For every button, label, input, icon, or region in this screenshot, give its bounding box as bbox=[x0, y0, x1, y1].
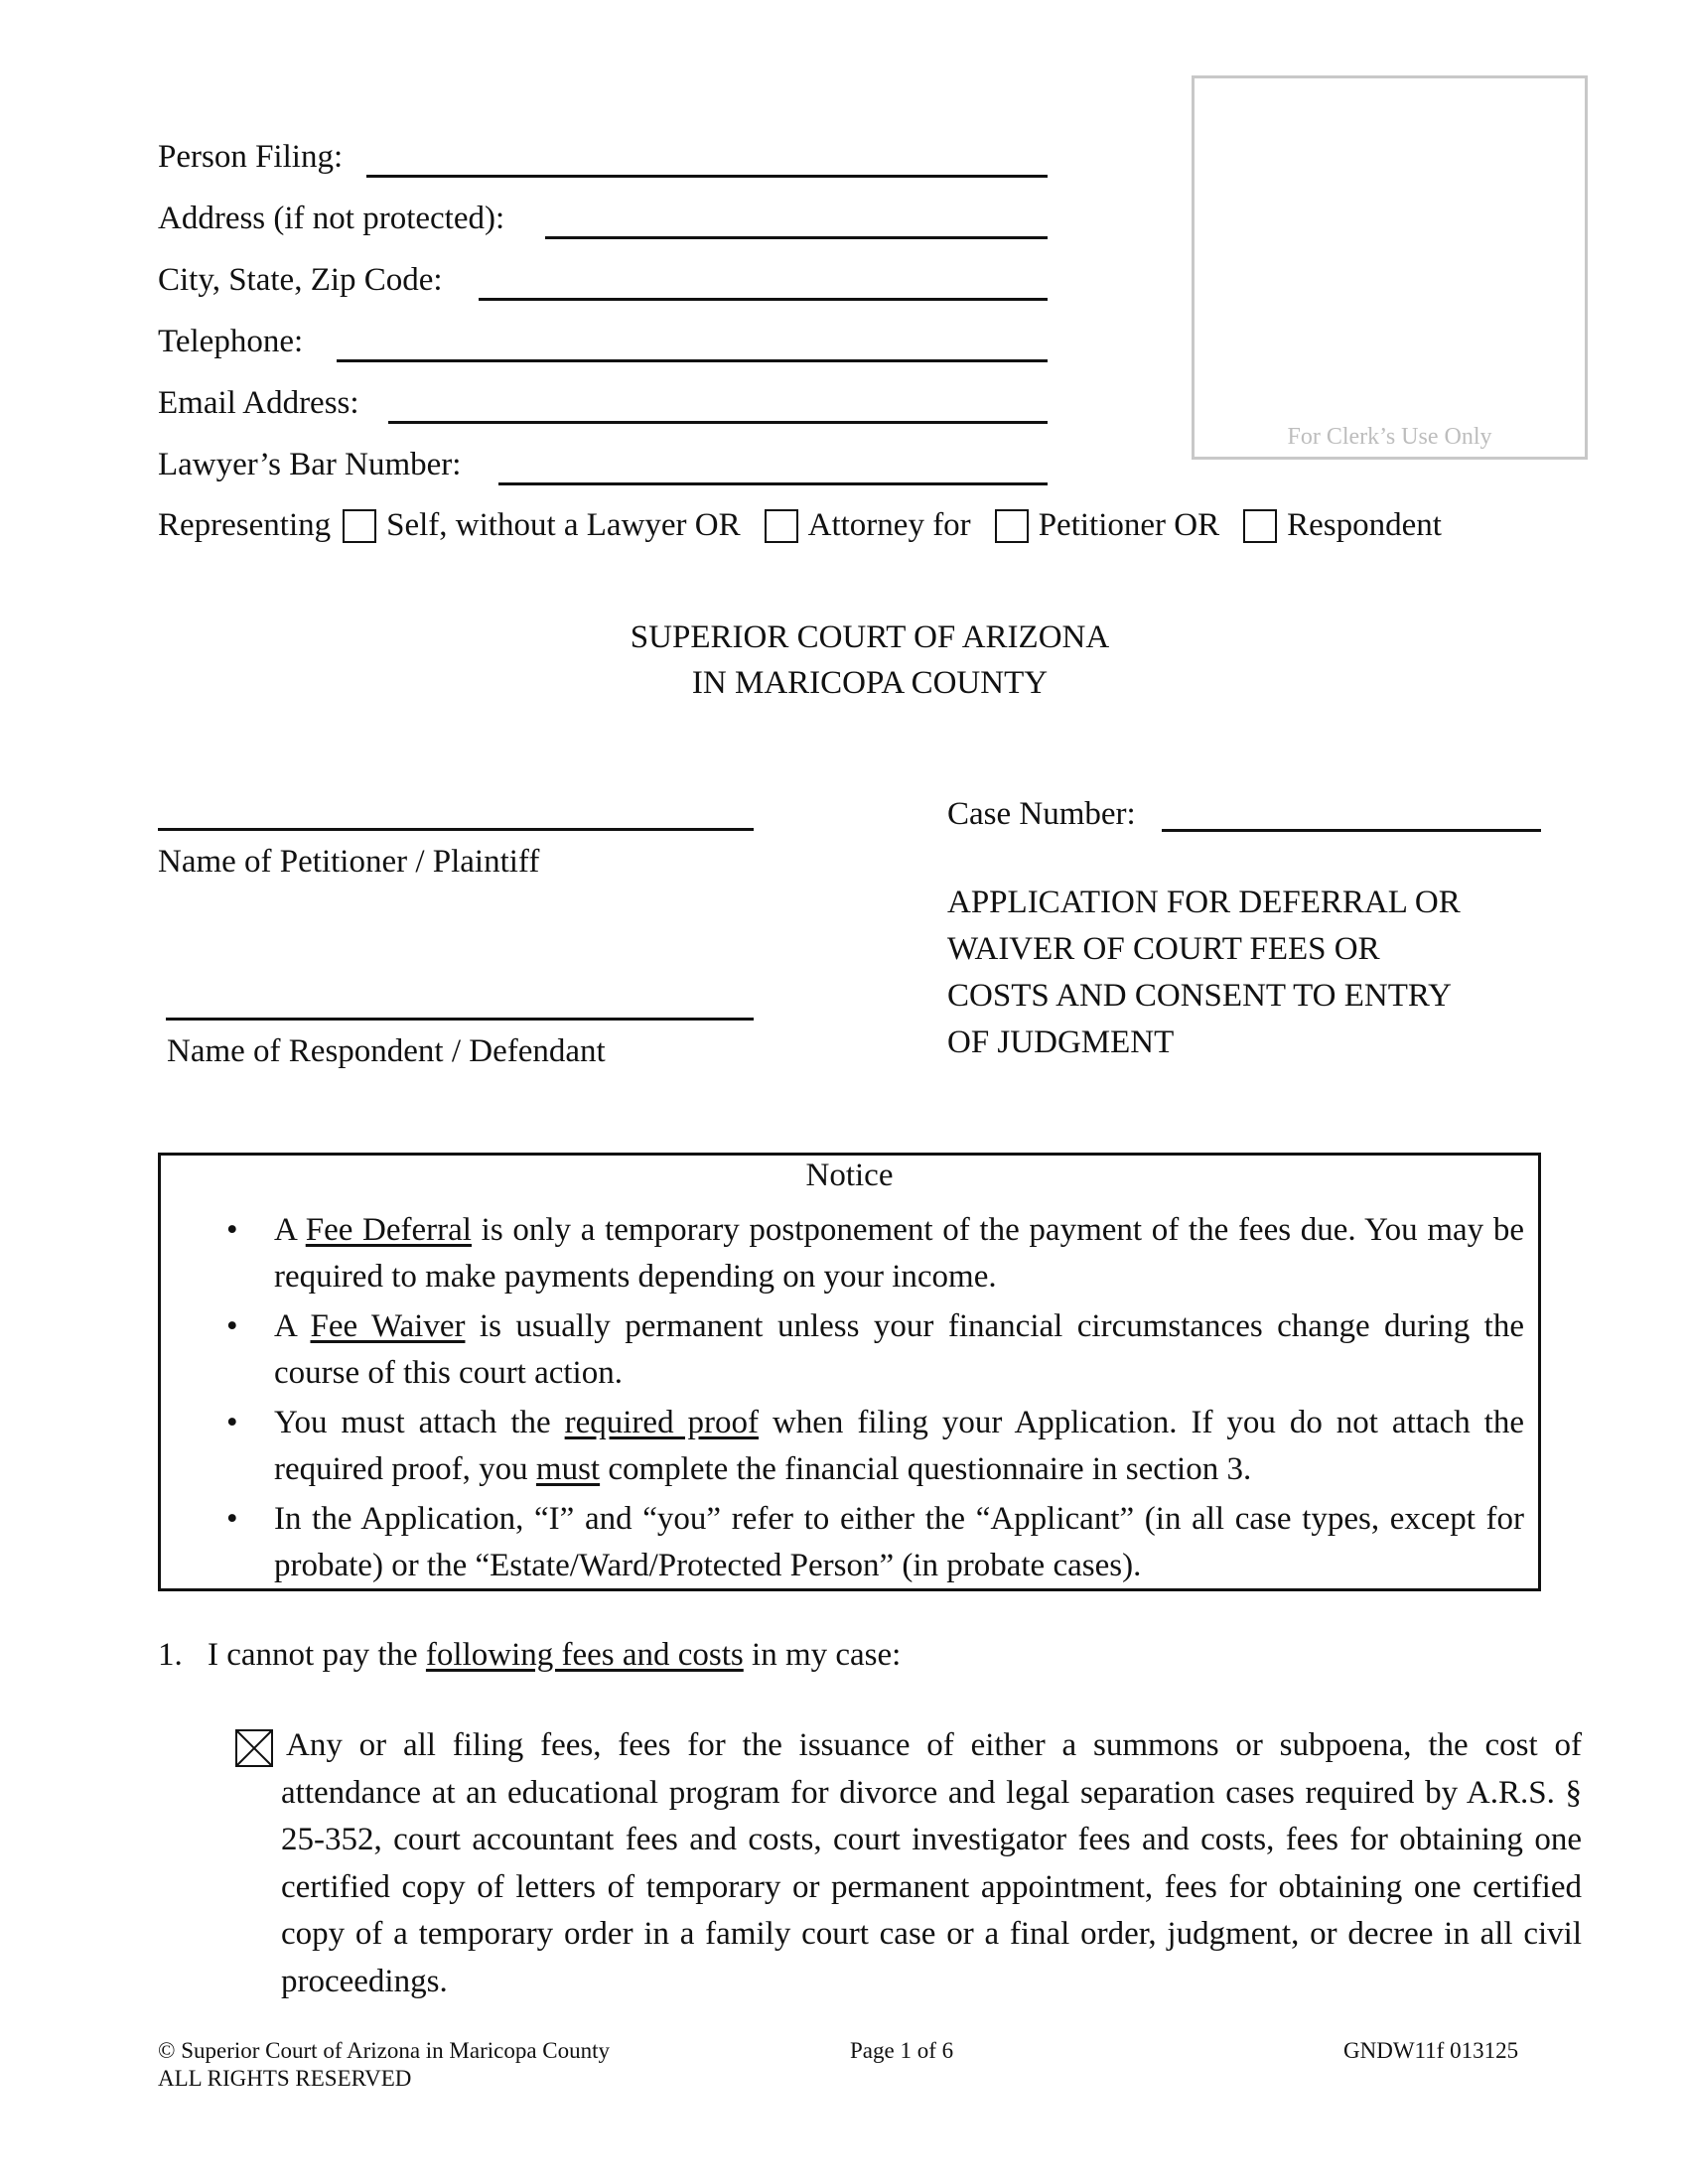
self-option-label: Self, without a Lawyer OR bbox=[386, 507, 741, 543]
section-1-heading: 1. I cannot pay the following fees and costs in my case: bbox=[158, 1637, 902, 1673]
title-line: OF JUDGMENT bbox=[947, 1024, 1175, 1060]
respondent-option-label: Respondent bbox=[1287, 507, 1442, 543]
petitioner-name-field[interactable] bbox=[158, 828, 754, 831]
footer-form-code: GNDW11f 013125 bbox=[1343, 2038, 1519, 2063]
footer-copyright: © Superior Court of Arizona in Maricopa County bbox=[158, 2038, 611, 2063]
city-state-zip-label: City, State, Zip Code: bbox=[158, 262, 443, 298]
email-label: Email Address: bbox=[158, 385, 359, 421]
self-checkbox[interactable] bbox=[343, 509, 376, 543]
section-number: 1. bbox=[158, 1637, 183, 1673]
address-label: Address (if not protected): bbox=[158, 201, 505, 236]
title-line: APPLICATION FOR DEFERRAL OR bbox=[947, 885, 1461, 920]
case-number-field[interactable] bbox=[1162, 829, 1541, 832]
representing-row bbox=[158, 507, 1452, 544]
notice-box bbox=[158, 1153, 1541, 1591]
petitioner-checkbox[interactable] bbox=[995, 509, 1029, 543]
footer-rights: ALL RIGHTS RESERVED bbox=[158, 2066, 412, 2091]
must-term: must bbox=[535, 1451, 601, 1487]
email-field[interactable] bbox=[388, 421, 1048, 424]
city-state-zip-field[interactable] bbox=[479, 298, 1048, 301]
bullet-icon: • bbox=[226, 1308, 238, 1344]
bar-number-label: Lawyer’s Bar Number: bbox=[158, 447, 462, 482]
following-fees-term: following fees and costs bbox=[425, 1637, 744, 1673]
title-line: WAIVER OF COURT FEES OR bbox=[947, 931, 1380, 967]
footer-page-number: Page 1 of 6 bbox=[850, 2038, 954, 2063]
clerk-use-note: For Clerk’s Use Only bbox=[1287, 424, 1492, 450]
attorney-option-label: Attorney for bbox=[807, 507, 971, 543]
bar-number-field[interactable] bbox=[498, 482, 1048, 485]
fee-waiver-term: Fee Waiver bbox=[310, 1308, 466, 1344]
representing-label: Representing bbox=[158, 507, 332, 543]
case-number-label: Case Number: bbox=[947, 796, 1136, 832]
court-county: IN MARICOPA COUNTY bbox=[691, 665, 1049, 701]
telephone-label: Telephone: bbox=[158, 324, 304, 359]
notice-item: • In the Application, “I” and “you” refer to either the “Applicant” (in all case types, except for probate) or the “Estate/Ward/Protected Person” (in probate cases). bbox=[161, 1496, 1538, 1589]
fee-deferral-term: Fee Deferral bbox=[305, 1212, 472, 1248]
attorney-checkbox[interactable] bbox=[765, 509, 798, 543]
document-title bbox=[947, 880, 1461, 1066]
address-field[interactable] bbox=[545, 236, 1048, 239]
clerk-use-box bbox=[1192, 75, 1588, 460]
bullet-icon: • bbox=[226, 1405, 238, 1440]
petitioner-label: Name of Petitioner / Plaintiff bbox=[158, 844, 540, 880]
bullet-icon: • bbox=[226, 1212, 238, 1248]
respondent-label: Name of Respondent / Defendant bbox=[167, 1033, 606, 1069]
filing-fees-option-text: Any or all filing fees, fees for the issuance of either a summons or subpoena, the cost of attendance at an educational program for divorce and legal separation cases required by A.R.S. § 25-352, court accountant fees and costs, court investigator fees and costs, fees for obtaining one certified copy of letters of temporary or permanent appointment, fees for obtaining one certified copy of a temporary order in a family court case or a final order, judgment, or decree in all civil proceedings. bbox=[281, 1727, 1582, 1999]
court-name: SUPERIOR COURT OF ARIZONA bbox=[630, 619, 1110, 655]
filing-fees-checkbox[interactable] bbox=[235, 1729, 273, 1767]
respondent-name-field[interactable] bbox=[166, 1018, 754, 1021]
notice-item: • A Fee Deferral is only a temporary postponement of the payment of the fees due. You may be required to make payments depending on your income. bbox=[161, 1207, 1538, 1300]
telephone-field[interactable] bbox=[337, 359, 1048, 362]
petitioner-option-label: Petitioner OR bbox=[1038, 507, 1220, 543]
title-line: COSTS AND CONSENT TO ENTRY bbox=[947, 978, 1452, 1014]
notice-list bbox=[161, 1207, 1538, 1592]
bullet-icon: • bbox=[226, 1501, 238, 1537]
notice-item: • You must attach the required proof when filing your Application. If you do not attach the required proof, you must complete the financial questionnaire in section 3. bbox=[161, 1400, 1538, 1493]
required-proof-term: required proof bbox=[564, 1405, 759, 1440]
notice-item: • A Fee Waiver is usually permanent unless your financial circumstances change during the course of this court action. bbox=[161, 1303, 1538, 1397]
respondent-checkbox[interactable] bbox=[1243, 509, 1277, 543]
person-filing-field[interactable] bbox=[366, 175, 1048, 178]
person-filing-label: Person Filing: bbox=[158, 139, 344, 175]
notice-title: Notice bbox=[805, 1158, 894, 1193]
